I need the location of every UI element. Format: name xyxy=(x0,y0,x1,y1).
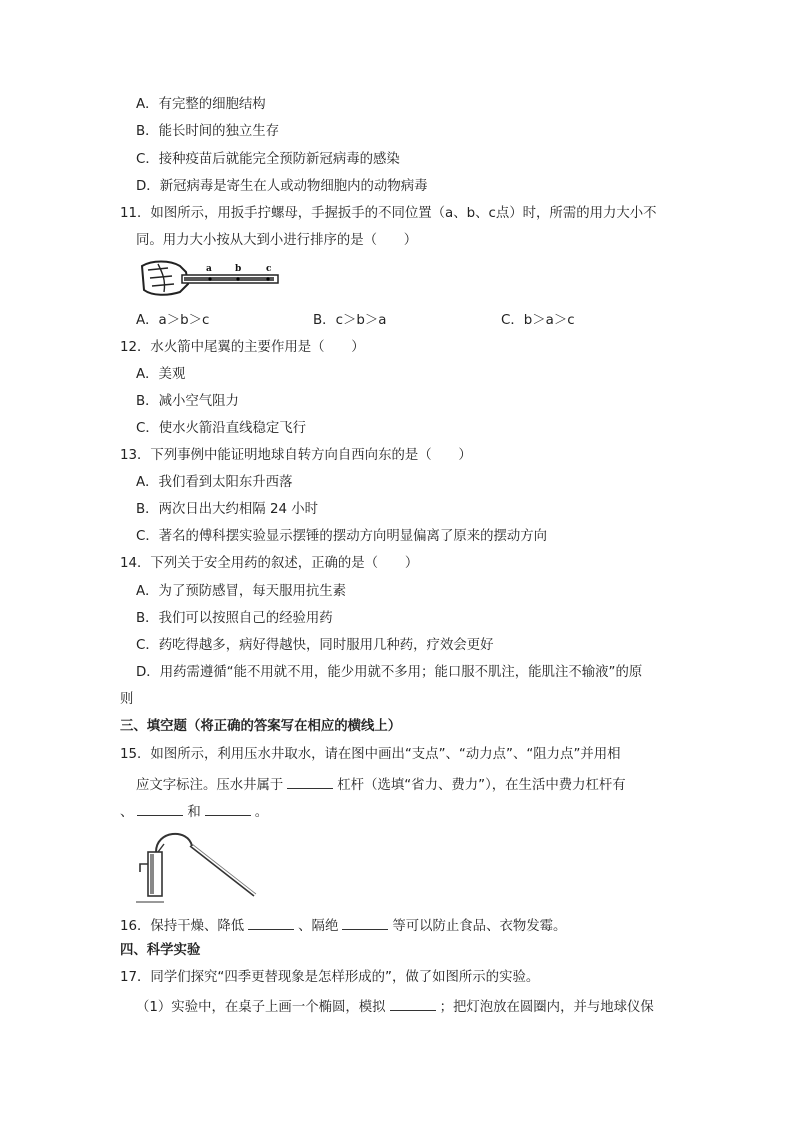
q12-option-b: B．减小空气阻力 xyxy=(136,394,239,409)
q16-blank-2[interactable] xyxy=(342,915,388,930)
q13-option-c: C．著名的傅科摆实验显示摆锤的摆动方向明显偏离了原来的摆动方向 xyxy=(136,529,548,544)
q15-text-e: 。 xyxy=(254,805,269,820)
q10-option-a: A．有完整的细胞结构 xyxy=(136,97,266,112)
q15-text-d: 和 xyxy=(187,805,201,820)
q10-option-d: D．新冠病毒是寄生在人或动物细胞内的动物病毒 xyxy=(136,179,428,194)
label-c: c xyxy=(266,264,272,274)
point-a-marker xyxy=(208,277,211,280)
pump-lever xyxy=(190,846,254,896)
q15-stem-line2 xyxy=(136,774,626,795)
q14-option-d: D．用药需遵循“能不用就不用，能少用就不多用；能口服不肌注，能肌注不输液”的原 xyxy=(136,665,643,680)
q14-option-b: B．我们可以按照自己的经验用药 xyxy=(136,611,333,626)
q14-stem: 14．下列关于安全用药的叙述，正确的是（ ） xyxy=(120,556,419,571)
q10-option-c: C．接种疫苗后就能完全预防新冠病毒的感染 xyxy=(136,152,400,167)
label-b: b xyxy=(235,264,242,274)
point-b-marker xyxy=(236,277,239,280)
q16-text-b: 、隔绝 xyxy=(298,919,339,934)
pump-spout xyxy=(140,864,148,872)
q14-option-d-cont: 则 xyxy=(120,692,134,707)
q12-option-c: C．使水火箭沿直线稳定飞行 xyxy=(136,421,307,436)
q16-text-c: 等可以防止食品、衣物发霉。 xyxy=(392,919,567,934)
q17-sub1-text-b: ；把灯泡放在圆圈内，并与地球仪保 xyxy=(439,1000,654,1015)
q15-stem-line3 xyxy=(120,801,268,822)
q11-option-a: A．a＞b＞c xyxy=(136,313,210,328)
label-a: a xyxy=(206,264,212,274)
q15-blank-1[interactable] xyxy=(287,774,333,789)
q12-stem: 12．水火箭中尾翼的主要作用是（ ） xyxy=(120,340,365,355)
wrench-figure xyxy=(138,258,280,298)
q15-blank-2[interactable] xyxy=(137,801,183,816)
q16-text-a: 16．保持干燥、降低 xyxy=(120,919,245,934)
q11-stem-line1: 11．如图所示，用扳手拧螺母，手握扳手的不同位置（a、b、c点）时，所需的用力大小不 xyxy=(120,206,657,221)
q15-stem-line1: 15．如图所示，利用压水井取水，请在图中画出“支点”、“动力点”、“阻力点”并用相 xyxy=(120,747,621,762)
q17-blank-1[interactable] xyxy=(390,996,436,1011)
q17-sub1-text-a: （1）实验中，在桌子上画一个椭圆，模拟 xyxy=(136,1000,386,1015)
q14-option-a: A．为了预防感冒，每天服用抗生素 xyxy=(136,584,347,599)
q17-sub1 xyxy=(136,996,654,1017)
q10-option-b: B．能长时间的独立生存 xyxy=(136,124,280,139)
water-pump-figure xyxy=(134,824,258,904)
point-c-marker xyxy=(266,277,269,280)
q12-option-a: A．美观 xyxy=(136,367,186,382)
section-fill-in-heading: 三、填空题（将正确的答案写在相应的横线上） xyxy=(120,719,402,734)
q11-option-b: B．c＞b＞a xyxy=(313,313,387,328)
q15-text-a: 应文字标注。压水井属于 xyxy=(136,778,284,793)
q17-stem: 17．同学们探究“四季更替现象是怎样形成的”，做了如图所示的实验。 xyxy=(120,970,540,985)
q11-stem-line2: 同。用力大小按从大到小进行排序的是（ ） xyxy=(136,233,418,248)
q16-blank-1[interactable] xyxy=(248,915,294,930)
q13-stem: 13．下列事例中能证明地球自转方向自西向东的是（ ） xyxy=(120,448,472,463)
q13-option-b: B．两次日出大约相隔 24 小时 xyxy=(136,502,319,517)
q14-option-c: C．药吃得越多，病好得越快，同时服用几种药，疗效会更好 xyxy=(136,638,494,653)
q16-stem xyxy=(120,915,566,936)
q11-option-c: C．b＞a＞c xyxy=(501,313,575,328)
q15-blank-3[interactable] xyxy=(205,801,251,816)
q13-option-a: A．我们看到太阳东升西落 xyxy=(136,475,293,490)
q15-text-b: 杠杆（选填“省力、费力”），在生活中费力杠杆有 xyxy=(337,778,626,793)
section-experiment-heading: 四、科学实验 xyxy=(120,943,201,958)
q15-text-c: 、 xyxy=(120,805,134,820)
pump-arch xyxy=(156,834,192,852)
